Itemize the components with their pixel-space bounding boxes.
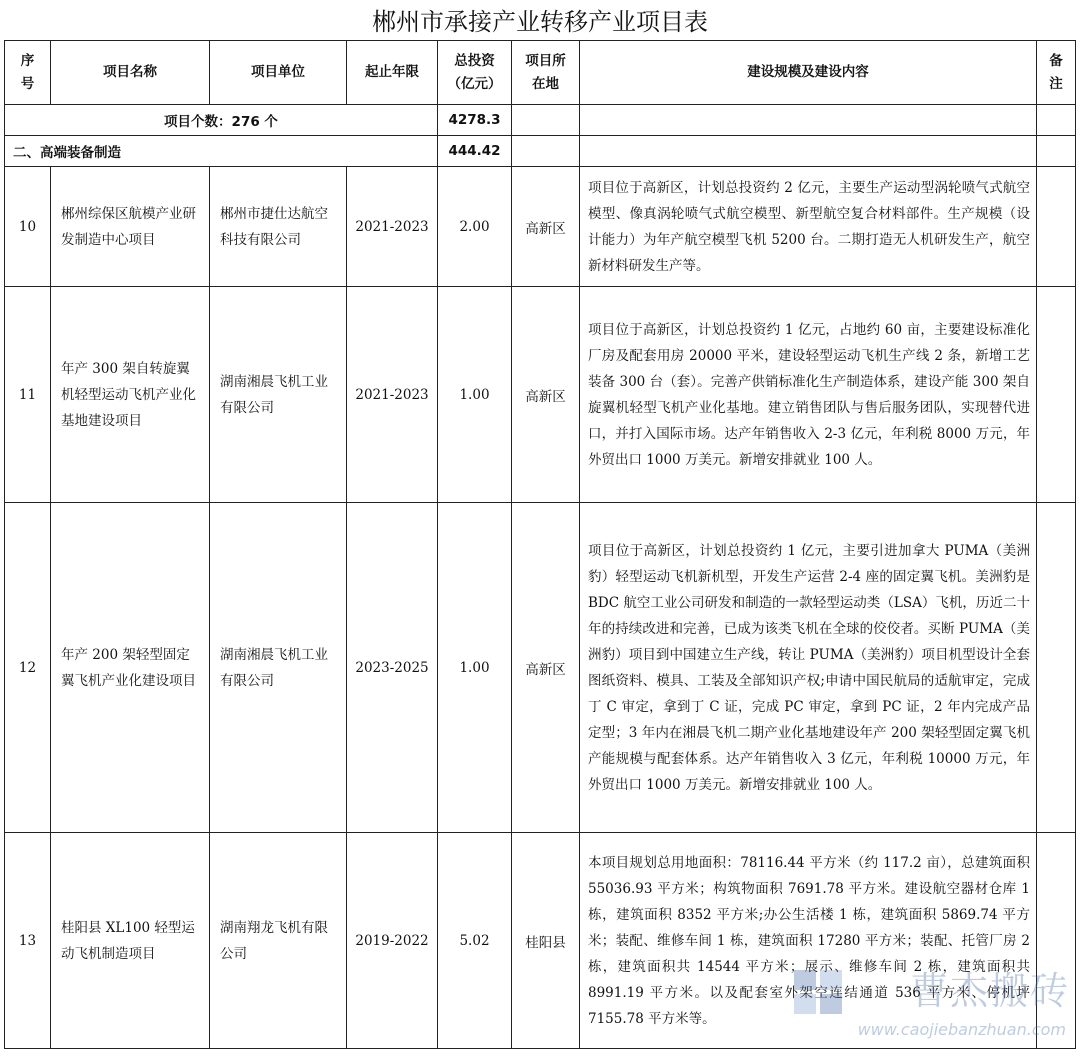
row-period: 2023-2025	[347, 503, 438, 833]
row-invest: 2.00	[438, 167, 512, 287]
table-row	[5, 167, 1076, 287]
summary-label: 项目个数：276 个	[5, 105, 438, 136]
row-name: 年产 300 架自转旋翼机轻型运动飞机产业化基地建设项目	[51, 287, 210, 503]
project-table	[4, 40, 1076, 1049]
row-location: 高新区	[512, 167, 580, 287]
empty-cell	[1037, 136, 1076, 167]
row-unit: 湖南湘晨飞机工业有限公司	[210, 287, 347, 503]
table-row	[5, 503, 1076, 833]
empty-cell	[580, 105, 1037, 136]
header-unit: 项目单位	[210, 41, 347, 105]
row-invest: 1.00	[438, 503, 512, 833]
watermark-logo-icon	[790, 966, 846, 1018]
section-row	[5, 136, 1076, 167]
row-seq: 13	[5, 833, 51, 1049]
empty-cell	[1037, 105, 1076, 136]
header-content: 建设规模及建设内容	[580, 41, 1037, 105]
row-content: 项目位于高新区，计划总投资约 2 亿元，主要生产运动型涡轮喷气式航空模型、像真涡轮喷气式航空模型、新型航空复合材料部件。生产规模（设计能力）为年产航空模型飞机 5200 台。二期打造无人机研发生产，航空新材料研发生产等。	[580, 167, 1037, 287]
row-location: 高新区	[512, 287, 580, 503]
row-period: 2019-2022	[347, 833, 438, 1049]
row-name: 郴州综保区航模产业研发制造中心项目	[51, 167, 210, 287]
row-period: 2021-2023	[347, 167, 438, 287]
row-unit: 湖南湘晨飞机工业有限公司	[210, 503, 347, 833]
header-seq: 序 号	[5, 41, 51, 105]
header-invest: 总投资 （亿元）	[438, 41, 512, 105]
row-invest: 5.02	[438, 833, 512, 1049]
watermark-url: www.caojiebanzhuan.com	[857, 1020, 1066, 1039]
header-period: 起止年限	[347, 41, 438, 105]
row-note	[1037, 287, 1076, 503]
empty-cell	[580, 136, 1037, 167]
row-content: 本项目规划总用地面积：78116.44 平方米（约 117.2 亩），总建筑面积 55036.93 平方米；构筑物面积 7691.78 平方米。建设航空器材仓库 1 栋，建筑面积 8352 平方米;办公生活楼 1 栋，建筑面积 5869.74 平方米；装配、维修车间 1 栋，建筑面积 17280 平方米；装配、托管厂房 2 栋，建筑面积共 14544 平方米；展示、维修车间 2 栋，建筑面积共 8991.19 平方米。以及配套室外架空连结通道 536 平方米、停机坪 7155.78 平方米等。	[580, 833, 1037, 1049]
summary-total: 4278.3	[438, 105, 512, 136]
page-title: 郴州市承接产业转移产业项目表	[372, 8, 708, 36]
watermark	[790, 960, 1070, 1056]
header-note: 备 注	[1037, 41, 1076, 105]
header-name: 项目名称	[51, 41, 210, 105]
row-seq: 12	[5, 503, 51, 833]
row-seq: 11	[5, 287, 51, 503]
row-seq: 10	[5, 167, 51, 287]
empty-cell	[512, 105, 580, 136]
row-name: 年产 200 架轻型固定翼飞机产业化建设项目	[51, 503, 210, 833]
row-location: 高新区	[512, 503, 580, 833]
row-name: 桂阳县 XL100 轻型运动飞机制造项目	[51, 833, 210, 1049]
section-label: 二、高端装备制造	[5, 136, 438, 167]
row-note	[1037, 167, 1076, 287]
watermark-text: 曹杰搬砖	[909, 969, 1070, 1013]
row-content: 项目位于高新区，计划总投资约 1 亿元，占地约 60 亩，主要建设标准化厂房及配套用房 20000 平米，建设轻型运动飞机生产线 2 条，新增工艺装备 300 台（套）。完善产供销标准化生产制造体系，建设产能 300 架自旋翼机轻型飞机产业化基地。建立销售团队与售后服务团队，实现替代进口，并打入国际市场。达产年销售收入 2-3 亿元，年利税 8000 万元，年外贸出口 1000 万美元。新增安排就业 100 人。	[580, 287, 1037, 503]
header-row	[5, 41, 1076, 105]
row-unit: 郴州市捷仕达航空科技有限公司	[210, 167, 347, 287]
summary-row	[5, 105, 1076, 136]
table-row	[5, 287, 1076, 503]
row-location: 桂阳县	[512, 833, 580, 1049]
row-content: 项目位于高新区，计划总投资约 1 亿元，主要引进加拿大 PUMA（美洲豹）轻型运动飞机新机型，开发生产运营 2-4 座的固定翼飞机。美洲豹是 BDC 航空工业公司研发和制造的一款轻型运动类（LSA）飞机，历近二十年的持续改进和完善，已成为该类飞机在全球的佼佼者。买断 PUMA（美洲豹）项目到中国建立生产线，转让 PUMA（美洲豹）项目机型设计全套图纸资料、模具、工装及全部知识产权;申请中国民航局的适航审定，完成丁 C 审定，拿到丁 C 证，完成 PC 审定，拿到 PC 证，2 年内完成产品定型；3 年内在湘晨飞机二期产业化基地建设年产 200 架轻型固定翼飞机产能规模与配套体系。达产年销售收入 3 亿元，年利税 10000 万元，年外贸出口 1000 万美元。新增安排就业 100 人。	[580, 503, 1037, 833]
row-period: 2021-2023	[347, 287, 438, 503]
row-note	[1037, 503, 1076, 833]
section-total: 444.42	[438, 136, 512, 167]
row-unit: 湖南翔龙飞机有限公司	[210, 833, 347, 1049]
empty-cell	[512, 136, 580, 167]
row-invest: 1.00	[438, 287, 512, 503]
header-location: 项目所 在地	[512, 41, 580, 105]
